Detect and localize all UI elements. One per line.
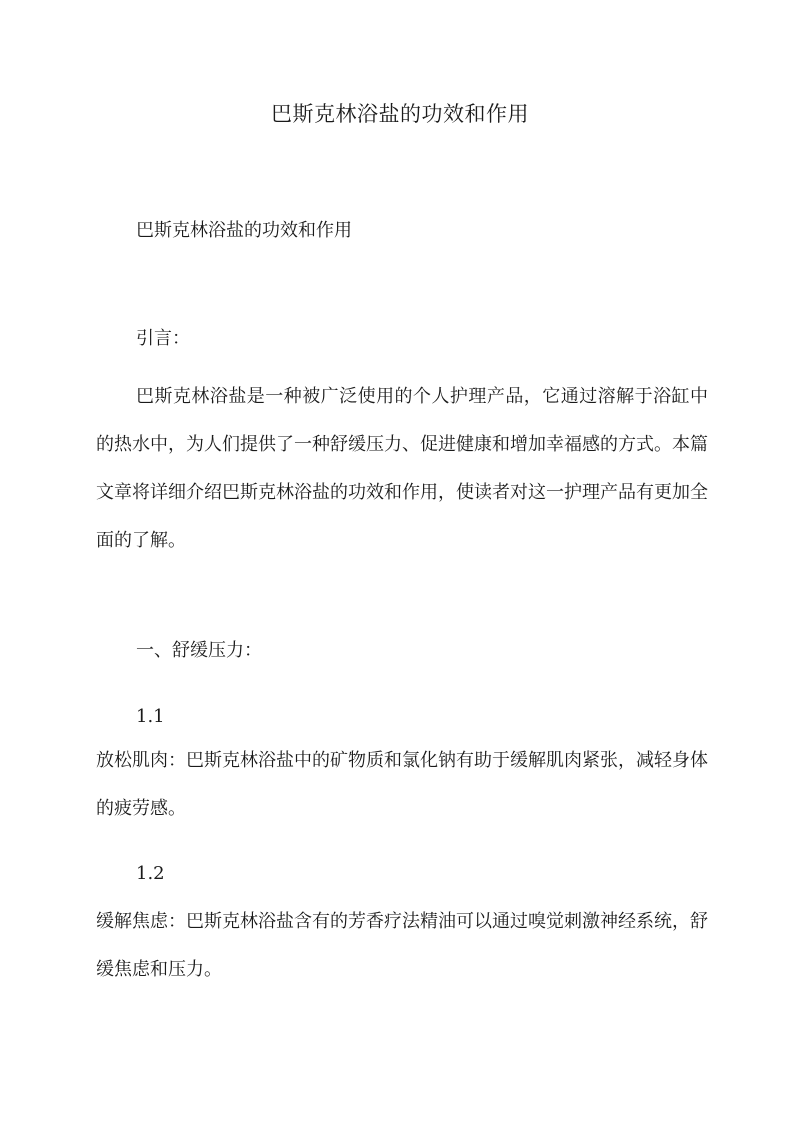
document-title: 巴斯克林浴盐的功效和作用 [271,102,529,126]
intro-paragraph: 巴斯克林浴盐是一种被广泛使用的个人护理产品，它通过溶解于浴缸中的热水中，为人们提供了一种舒缓压力、促进健康和增加幸福感的方式。本篇文章将详细介绍巴斯克林浴盐的功效和作用，使读者对这一护理产品有更加全面的了解。 [96,386,708,551]
intro-heading: 引言： [136,328,190,349]
item-text: 放松肌肉：巴斯克林浴盐中的矿物质和氯化钠有助于缓解肌肉紧张，减轻身体的疲劳感。 [96,750,708,819]
section-heading: 一、舒缓压力： [136,640,262,661]
item-text: 缓解焦虑：巴斯克林浴盐含有的芳香疗法精油可以通过嗅觉刺激神经系统，舒缓焦虑和压力。 [96,911,708,980]
item-number: 1.1 [136,706,165,727]
item-number: 1.2 [136,863,165,884]
document-subtitle: 巴斯克林浴盐的功效和作用 [136,220,352,241]
